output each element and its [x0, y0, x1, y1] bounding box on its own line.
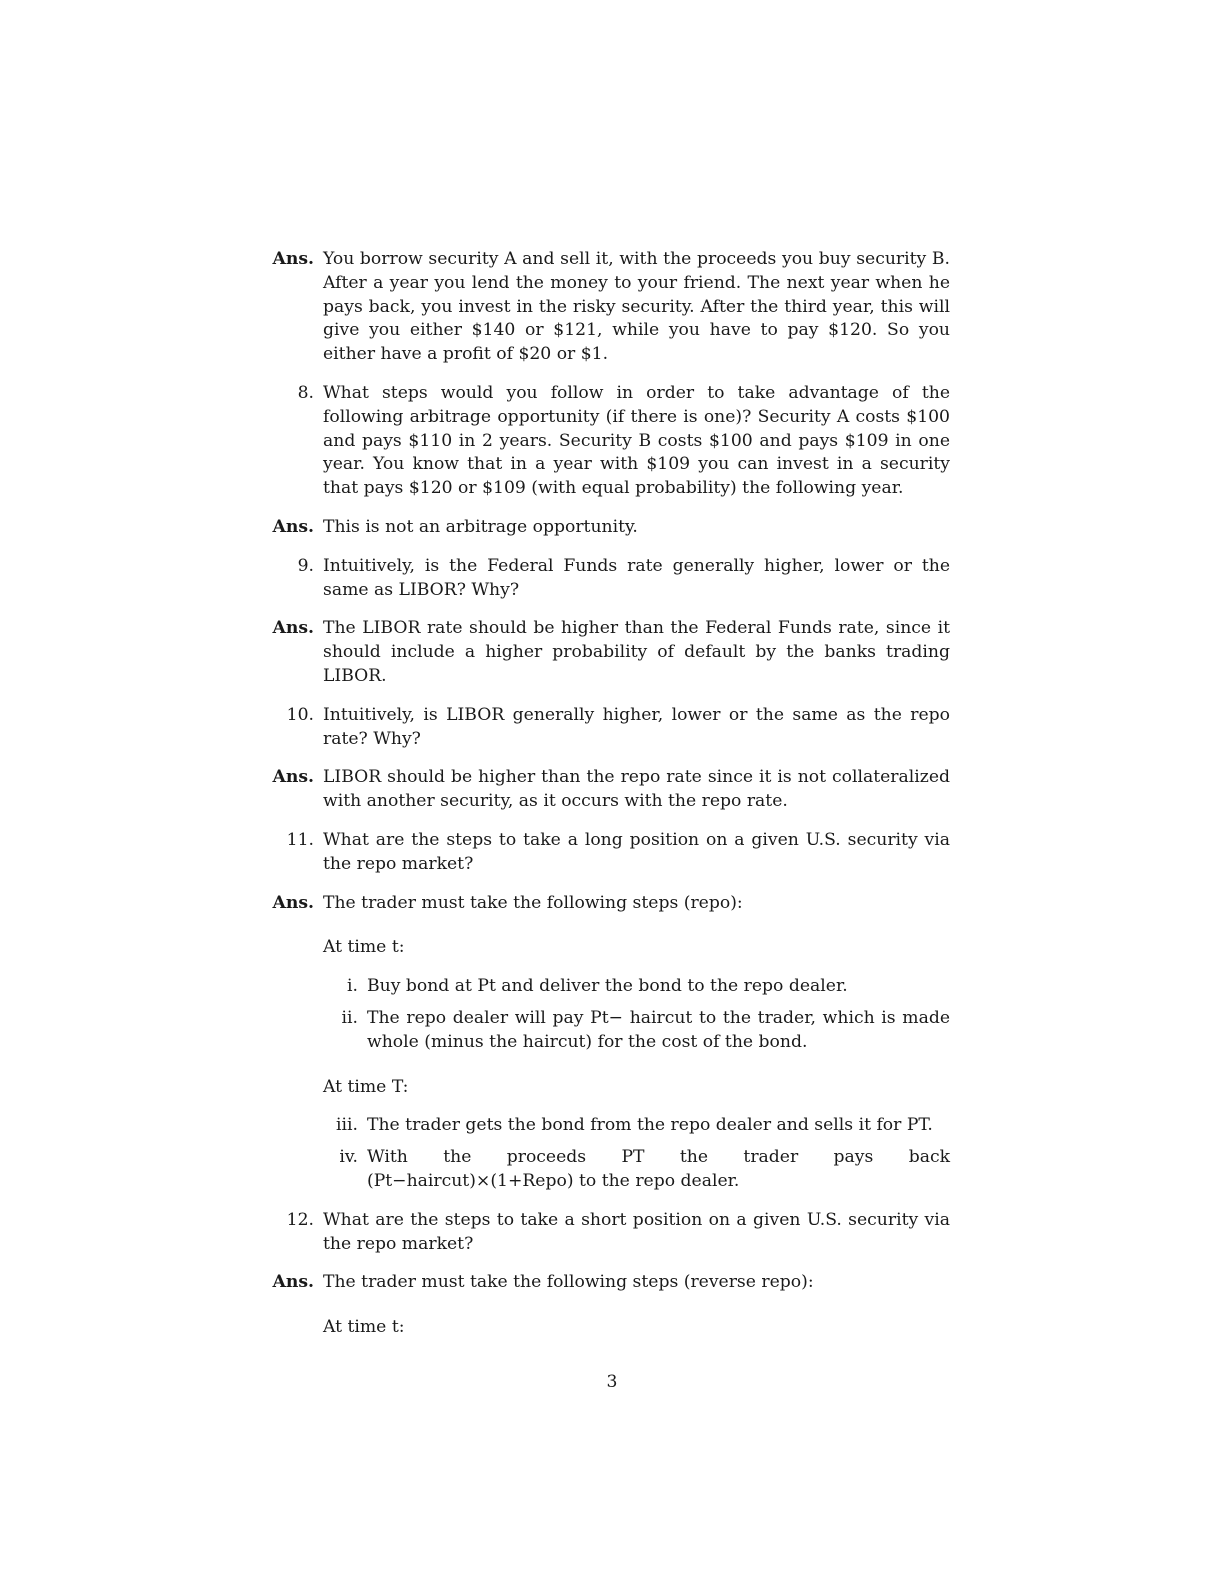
page-number: 3 — [606, 1372, 618, 1392]
step-number: i. — [347, 976, 358, 997]
time-heading: At time T: — [323, 1076, 409, 1097]
question-text: What steps would you follow in order to take advantage of the following arbitrage opportunity (if there is one)? Security A costs $100 and pays $110 in 2 years. Security B costs $100 and pays $109 in one year. You know that in a year with $109 you can invest in a security that pays $120 or $109 (with equal probability) the following year. — [323, 382, 950, 499]
ans-label: Ans. — [272, 892, 314, 913]
ans-label: Ans. — [272, 618, 314, 639]
question-text: What are the steps to take a long position on a given U.S. security via the repo market? — [323, 829, 950, 874]
question-9 — [260, 555, 950, 603]
answer-text: The trader must take the following steps (repo): — [323, 892, 743, 913]
answer-7 — [260, 248, 950, 367]
step-item — [314, 1114, 950, 1138]
question-text: Intuitively, is LIBOR generally higher, lower or the same as the repo rate? Why? — [323, 704, 950, 749]
question-11 — [260, 829, 950, 877]
time-heading: At time t: — [323, 937, 405, 958]
question-number: 10. — [286, 704, 314, 725]
step-text: With the proceeds PT the trader pays back (Pt−haircut)×(1+Repo) to the repo dealer. — [367, 1147, 950, 1191]
step-number: iii. — [336, 1115, 358, 1136]
answer-11 — [260, 892, 950, 916]
step-item — [314, 1007, 950, 1055]
step-text: The trader gets the bond from the repo dealer and sells it for PT. — [367, 1115, 933, 1136]
question-text: What are the steps to take a short position on a given U.S. security via the repo market? — [323, 1209, 950, 1254]
question-text: Intuitively, is the Federal Funds rate generally higher, lower or the same as LIBOR? Why? — [323, 555, 950, 600]
ans-label: Ans. — [272, 516, 314, 537]
question-8 — [260, 382, 950, 501]
answer-text: The LIBOR rate should be higher than the Federal Funds rate, since it should include a higher probability of default by the banks trading LIBOR. — [323, 618, 950, 686]
step-text: The repo dealer will pay Pt− haircut to the trader, which is made whole (minus the haircut) for the cost of the bond. — [367, 1007, 950, 1052]
question-number: 8. — [297, 382, 314, 403]
step-item — [314, 1146, 950, 1194]
question-10 — [260, 704, 950, 752]
question-number: 12. — [286, 1209, 314, 1230]
answer-text: LIBOR should be higher than the repo rate since it is not collateralized with another security, as it occurs with the repo rate. — [323, 767, 950, 812]
ans-label: Ans. — [272, 249, 314, 269]
step-number: iv. — [339, 1147, 358, 1168]
answer-12 — [260, 1271, 950, 1295]
document-body — [260, 248, 950, 1355]
ans-label: Ans. — [272, 1272, 314, 1293]
step-item — [314, 975, 950, 999]
step-number: ii. — [341, 1007, 358, 1028]
answer-9 — [260, 617, 950, 688]
question-number: 11. — [286, 829, 314, 850]
answer-8 — [260, 516, 950, 540]
step-text: Buy bond at Pt and deliver the bond to the repo dealer. — [367, 976, 848, 997]
ans-label: Ans. — [272, 767, 314, 788]
question-number: 9. — [297, 555, 314, 576]
question-12 — [260, 1209, 950, 1257]
time-heading: At time t: — [323, 1317, 405, 1338]
answer-text: The trader must take the following steps (reverse repo): — [323, 1272, 814, 1293]
answer-text: You borrow security A and sell it, with the proceeds you buy security B. After a year you lend the money to your friend. The next year when he pays back, you invest in the risky security. After the third year, this will give you either $140 or $121, while you have to pay $120. So you either have a profit of $20 or $1. — [323, 249, 950, 365]
answer-10 — [260, 766, 950, 814]
answer-text: This is not an arbitrage opportunity. — [323, 516, 638, 537]
